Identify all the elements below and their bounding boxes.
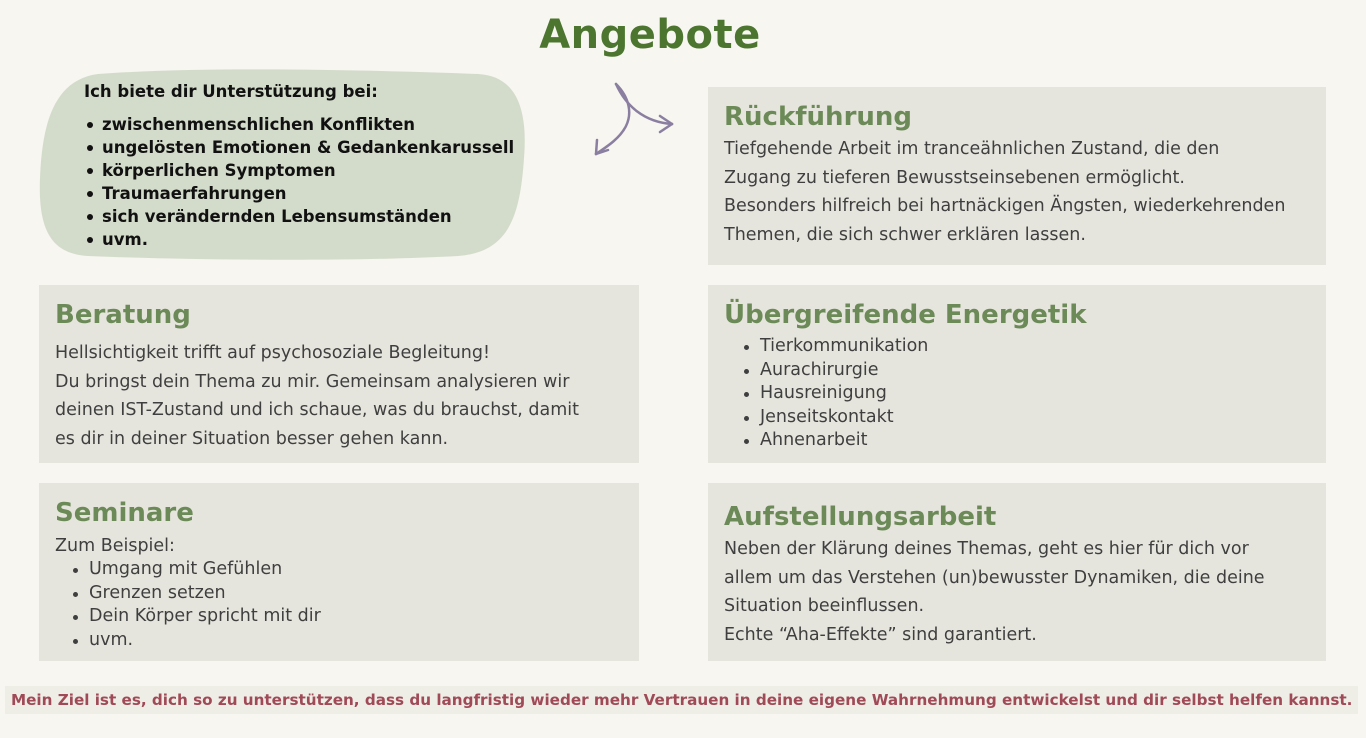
card-title: Beratung bbox=[55, 300, 191, 330]
card-text: allem um das Verstehen (un)bewusster Dynamiken, die deine bbox=[724, 567, 1265, 588]
footer-statement: Mein Ziel ist es, dich so zu unterstützen, dass du langfristig wieder mehr Vertrauen in deine eigene Wahrnehmung entwickelst und dir selbst helfen kannst. bbox=[5, 686, 1358, 714]
list-item: Ahnenarbeit bbox=[740, 429, 1310, 453]
card-rueckfuehrung bbox=[708, 87, 1326, 265]
card-text: Hellsichtigkeit trifft auf psychosoziale Begleitung! bbox=[55, 343, 491, 363]
card-beratung bbox=[39, 285, 639, 463]
card-seminare bbox=[39, 483, 639, 661]
card-text: Situation beeinflussen. bbox=[724, 596, 925, 616]
card-text: Themen, die sich schwer erklären lassen. bbox=[724, 224, 1086, 245]
card-text: Besonders hilfreich bei hartnäckigen Ängsten, wiederkehrenden bbox=[724, 196, 1286, 216]
card-title: Seminare bbox=[55, 498, 194, 528]
card-text: Echte “Aha-Effekte” sind garantiert. bbox=[724, 624, 1037, 645]
list-item: Aurachirurgie bbox=[740, 359, 1310, 383]
card-title: Übergreifende Energetik bbox=[724, 300, 1087, 330]
list-item: Jenseitskontakt bbox=[740, 406, 1310, 430]
support-content bbox=[84, 82, 524, 251]
card-title: Rückführung bbox=[724, 102, 913, 132]
support-blob bbox=[38, 68, 526, 260]
list-item: Tierkommunikation bbox=[740, 335, 1310, 359]
seminare-list bbox=[55, 558, 623, 652]
list-item: Hausreinigung bbox=[740, 382, 1310, 406]
list-item: Dein Körper spricht mit dir bbox=[69, 605, 623, 629]
card-text: deinen IST-Zustand und ich schaue, was du brauchst, damit bbox=[55, 400, 580, 420]
list-item: Grenzen setzen bbox=[69, 582, 623, 606]
support-list bbox=[84, 113, 524, 251]
card-text: Du bringst dein Thema zu mir. Gemeinsam analysieren wir bbox=[55, 371, 570, 392]
card-intro: Zum Beispiel: bbox=[55, 536, 175, 556]
card-energetik bbox=[708, 285, 1326, 463]
support-item: uvm. bbox=[84, 228, 524, 251]
energetik-list bbox=[724, 335, 1310, 453]
support-item: körperlichen Symptomen bbox=[84, 159, 524, 182]
card-title: Aufstellungsarbeit bbox=[724, 502, 997, 532]
list-item: uvm. bbox=[69, 629, 623, 653]
support-item: sich verändernden Lebensumständen bbox=[84, 205, 524, 228]
card-text: Neben der Klärung deines Themas, geht es hier für dich vor bbox=[724, 539, 1249, 559]
list-item: Umgang mit Gefühlen bbox=[69, 558, 623, 582]
support-item: ungelösten Emotionen & Gedankenkarussell bbox=[84, 136, 524, 159]
card-text: es dir in deiner Situation besser gehen kann. bbox=[55, 428, 449, 449]
card-text: Zugang zu tieferen Bewusstseinsebenen ermöglicht. bbox=[724, 167, 1185, 188]
page-title: Angebote bbox=[539, 12, 761, 58]
support-item: zwischenmenschlichen Konflikten bbox=[84, 113, 524, 136]
support-item: Traumaerfahrungen bbox=[84, 182, 524, 205]
card-aufstellungsarbeit bbox=[708, 483, 1326, 661]
support-heading: Ich biete dir Unterstützung bei: bbox=[84, 82, 378, 101]
card-text: Tiefgehende Arbeit im tranceähnlichen Zustand, die den bbox=[724, 139, 1220, 159]
curved-double-arrow-icon bbox=[588, 80, 680, 162]
